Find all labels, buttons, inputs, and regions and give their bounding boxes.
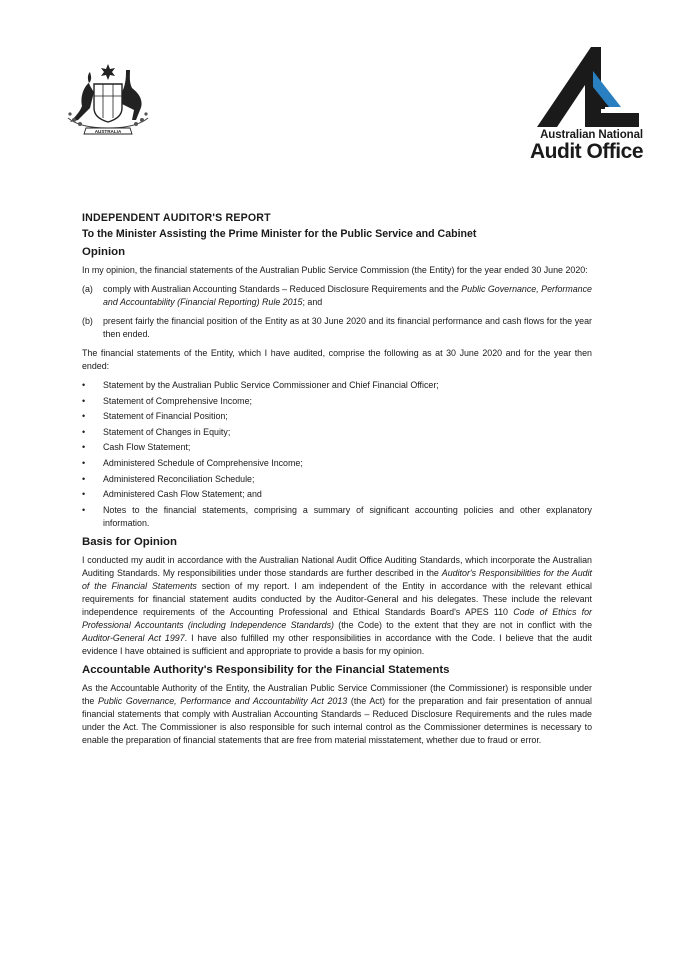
report-addressee: To the Minister Assisting the Prime Minister for the Public Service and Cabinet xyxy=(82,228,477,240)
basis-paragraph: I conducted my audit in accordance with the Australian National Audit Office Auditing Standards, which incorporate the Australian Auditing Standards. My responsibilities under those standards are further described in the Auditor's Responsibilities for the Audit of the Financial Statements section of my report. I am independent of the Entity in accordance with the relevant ethical requirements for financial statement audits conducted by the Auditor-General and his delegates. These include the relevant independence requirements of the Accounting Professional and Ethical Standards Board's APES 110 Code of Ethics for Professional Accountants (including Independence Standards) (the Code) to the extent that they are not in conflict with the Auditor-General Act 1997. I have also fulfilled my other responsibilities in accordance with the Code. I believe that the audit evidence I have obtained is sufficient and appropriate to provide a basis for my opinion. xyxy=(82,554,593,656)
bullet-icon: • xyxy=(82,411,86,422)
coat-of-arms-logo xyxy=(60,62,156,138)
list-item: • Administered Schedule of Comprehensive Income; xyxy=(82,457,303,468)
statements-list xyxy=(82,379,592,530)
statements-list-intro: The financial statements of the Entity, which I have audited, comprise the following as at 30 June 2020 and for the year then ended: xyxy=(82,348,592,371)
bullet-icon: • xyxy=(82,426,86,437)
report-title: INDEPENDENT AUDITOR'S REPORT xyxy=(82,212,271,224)
opinion-intro: In my opinion, the financial statements of the Australian Public Service Commission (the Entity) for the year ended 30 June 2020: xyxy=(82,265,588,275)
bullet-icon: • xyxy=(82,395,86,406)
opinion-item-a xyxy=(82,283,592,309)
list-item: • Administered Cash Flow Statement; and xyxy=(82,489,262,500)
anao-name-line2: Audit Office xyxy=(530,140,643,163)
bullet-icon: • xyxy=(82,442,86,453)
bullet-icon: • xyxy=(82,489,86,500)
list-item: • Statement by the Australian Public Service Commissioner and Chief Financial Officer; xyxy=(82,380,439,390)
bullet-icon: • xyxy=(82,504,86,515)
opinion-item-b xyxy=(82,315,592,341)
opinion-heading: Opinion xyxy=(82,246,126,258)
anao-logo xyxy=(513,45,643,165)
bullet-icon: • xyxy=(82,457,86,468)
list-item: • Statement of Comprehensive Income; xyxy=(82,395,252,406)
list-item: • Statement of Changes in Equity; xyxy=(82,426,231,437)
basis-heading: Basis for Opinion xyxy=(82,535,177,548)
list-item: • Cash Flow Statement; xyxy=(82,442,191,453)
list-item: • Administered Reconciliation Schedule; xyxy=(82,473,255,484)
responsibility-heading: Accountable Authority's Responsibility for the Financial Statements xyxy=(82,663,450,676)
list-item: • Notes to the financial statements, comprising a summary of significant accounting policies and other explanatory information. xyxy=(82,504,592,528)
report-body xyxy=(82,212,592,753)
bullet-icon: • xyxy=(82,380,86,390)
anao-triangle-icon xyxy=(535,45,639,127)
crest-scroll-label: AUSTRALIA xyxy=(94,129,122,134)
bullet-icon: • xyxy=(82,473,86,484)
anao-name-line1: Australian National xyxy=(540,129,643,141)
list-item: • Statement of Financial Position; xyxy=(82,411,228,422)
item-text: comply with Australian Accounting Standards – Reduced Disclosure Requirements and the Public Governance, Performance and Accountability (Financial Reporting) Rule 2015; and xyxy=(103,284,592,307)
item-marker: (b) xyxy=(82,316,93,326)
item-marker: (a) xyxy=(82,284,93,294)
responsibility-paragraph: As the Accountable Authority of the Entity, the Australian Public Service Commissioner (the Commissioner) is responsible under the Public Governance, Performance and Accountability Act 2013 (the Act) for the preparation and fair presentation of annual financial statements that comply with Australian Accounting Standards – Reduced Disclosure Requirements and the rules made under the Act. The Commissioner is also responsible for such internal control as the Commissioner determines is necessary to enable the preparation of financial statements that are free from material misstatement, whether due to fraud or error. xyxy=(82,682,592,745)
item-text: present fairly the financial position of the Entity as at 30 June 2020 and its financial performance and cash flows for the year then ended. xyxy=(103,316,592,339)
